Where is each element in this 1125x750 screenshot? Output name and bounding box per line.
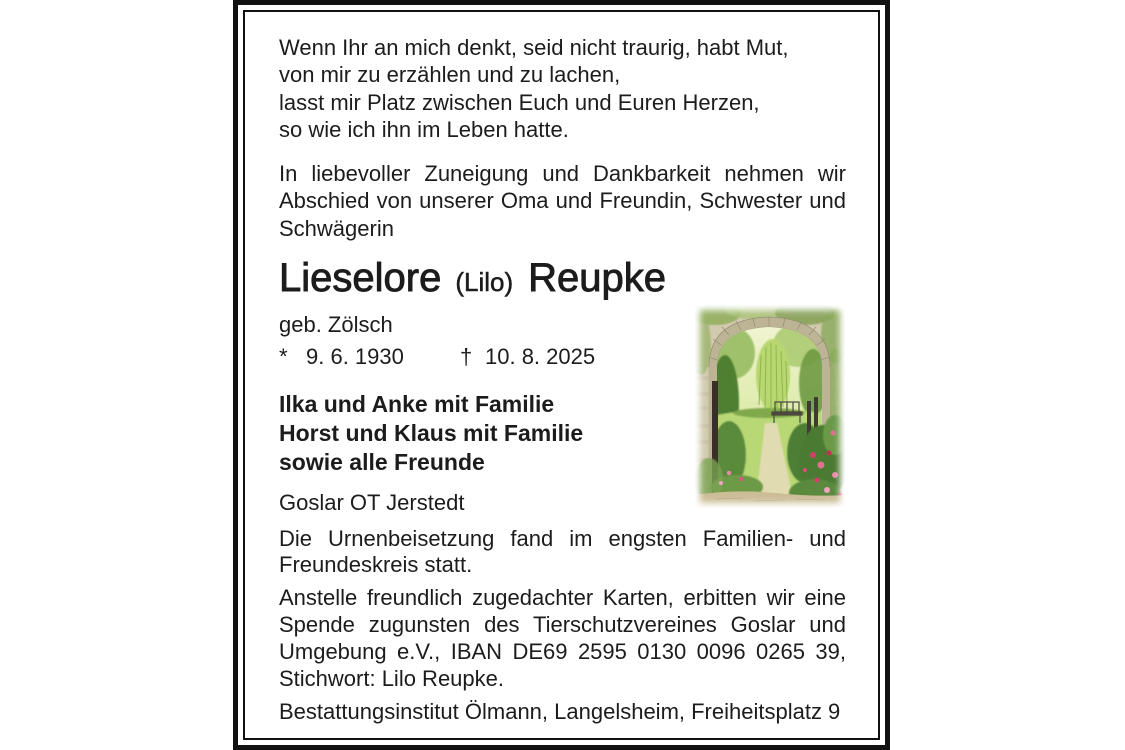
burial-note <box>279 526 846 579</box>
intro-line: Abschied von unserer Oma und Freundin, Schwester und <box>279 188 846 214</box>
birth-name: geb. Zölsch <box>279 312 393 337</box>
burial-note-line: Freundeskreis statt. <box>279 552 473 577</box>
first-name: Lieselore <box>279 256 442 300</box>
birth-date: 9. 6. 1930 <box>306 344 404 369</box>
poem-line: Wenn Ihr an mich denkt, seid nicht traurig, habt Mut, <box>279 35 789 60</box>
farewell-intro <box>279 160 846 242</box>
intro-line: Schwägerin <box>279 215 394 241</box>
nickname: (Lilo) <box>455 267 514 297</box>
donation-note-line: Anstelle freundlich zugedachter Karten, erbitten wir eine <box>279 584 846 610</box>
birth-star-symbol: * <box>279 344 288 369</box>
mourners-list <box>279 390 679 477</box>
mourner-line: Ilka und Anke mit Familie <box>279 390 555 417</box>
mourner-line: Horst und Klaus mit Familie <box>279 419 584 446</box>
death-cross-symbol: † <box>460 344 473 369</box>
deceased-name <box>279 254 666 306</box>
poem-line: so wie ich ihn im Leben hatte. <box>279 116 569 142</box>
last-name: Reupke <box>528 256 666 300</box>
donation-note-line: Spende zugunsten des Tierschutzvereines Goslar und <box>279 611 846 637</box>
intro-line: In liebevoller Zuneigung und Dankbarkeit nehmen wir <box>279 161 846 186</box>
location: Goslar OT Jerstedt <box>279 490 465 515</box>
poem-line: von mir zu erzählen und zu lachen, <box>279 62 621 88</box>
funeral-home: Bestattungsinstitut Ölmann, Langelsheim, Freiheitsplatz 9 <box>279 699 841 724</box>
poem-line: lasst mir Platz zwischen Euch und Euren Herzen, <box>279 89 760 115</box>
mourner-line: sowie alle Freunde <box>279 448 485 475</box>
donation-note-line: Umgebung e.V., IBAN DE69 2595 0130 0096 0265 39, <box>279 638 846 664</box>
death-date-group <box>460 343 595 370</box>
poem <box>279 34 846 143</box>
burial-note-line: Die Urnenbeisetzung fand im engsten Familien- und <box>279 525 846 551</box>
donation-note-line: Stichwort: Lilo Reupke. <box>279 665 504 691</box>
donation-note <box>279 584 846 692</box>
garden-archway-picture <box>695 305 845 508</box>
death-date: 10. 8. 2025 <box>485 344 596 369</box>
